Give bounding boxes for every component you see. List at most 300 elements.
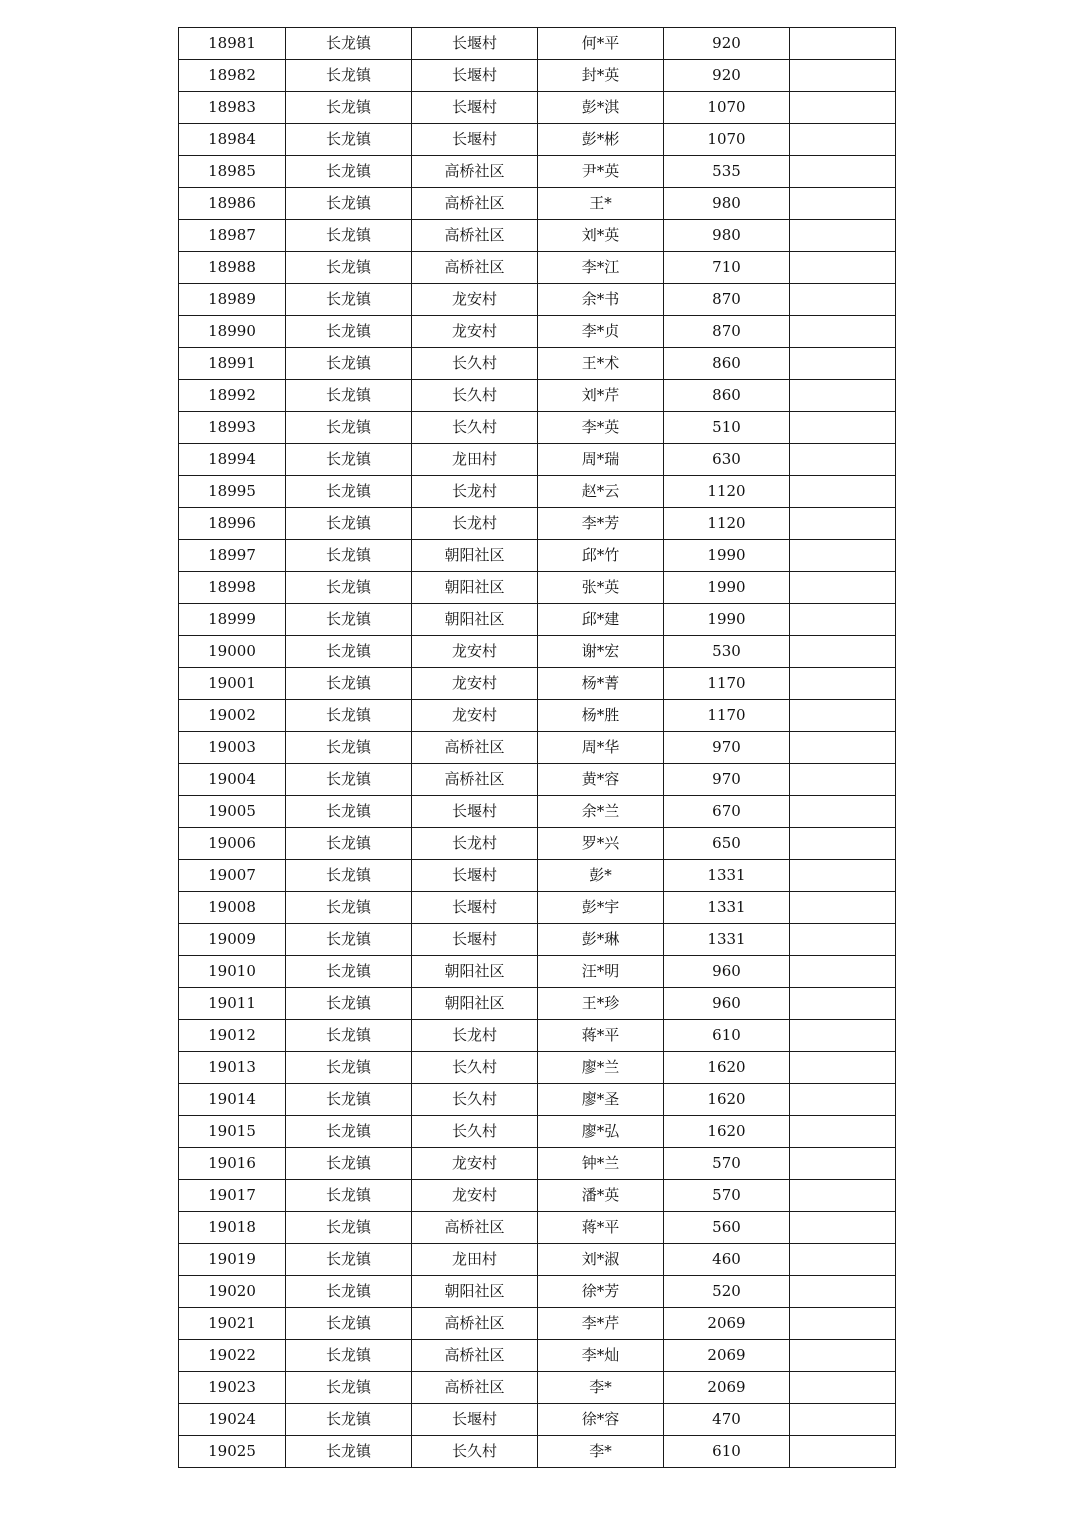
table-row — [179, 1340, 896, 1372]
cell-town: 长龙镇 — [286, 540, 412, 572]
cell-seq: 19021 — [179, 1308, 286, 1340]
cell-note — [790, 796, 896, 828]
cell-town: 长龙镇 — [286, 1372, 412, 1404]
cell-amount: 2069 — [664, 1308, 790, 1340]
cell-note — [790, 1308, 896, 1340]
cell-seq: 18994 — [179, 444, 286, 476]
cell-note — [790, 700, 896, 732]
cell-village: 高桥社区 — [412, 220, 538, 252]
table-row — [179, 1148, 896, 1180]
cell-amount: 1170 — [664, 668, 790, 700]
cell-name: 廖*弘 — [538, 1116, 664, 1148]
table-row — [179, 348, 896, 380]
cell-village: 长堰村 — [412, 796, 538, 828]
cell-seq: 18986 — [179, 188, 286, 220]
cell-name: 钟*兰 — [538, 1148, 664, 1180]
cell-village: 龙田村 — [412, 444, 538, 476]
cell-amount: 570 — [664, 1180, 790, 1212]
cell-town: 长龙镇 — [286, 636, 412, 668]
cell-name: 汪*明 — [538, 956, 664, 988]
cell-seq: 18990 — [179, 316, 286, 348]
cell-town: 长龙镇 — [286, 316, 412, 348]
cell-note — [790, 60, 896, 92]
cell-seq: 19007 — [179, 860, 286, 892]
cell-amount: 860 — [664, 380, 790, 412]
table-row — [179, 764, 896, 796]
cell-seq: 19012 — [179, 1020, 286, 1052]
table-row — [179, 668, 896, 700]
cell-town: 长龙镇 — [286, 1116, 412, 1148]
cell-name: 潘*英 — [538, 1180, 664, 1212]
cell-amount: 1070 — [664, 92, 790, 124]
cell-seq: 19013 — [179, 1052, 286, 1084]
cell-amount: 1620 — [664, 1084, 790, 1116]
cell-amount: 860 — [664, 348, 790, 380]
cell-town: 长龙镇 — [286, 1276, 412, 1308]
cell-note — [790, 220, 896, 252]
cell-name: 彭* — [538, 860, 664, 892]
cell-seq: 18985 — [179, 156, 286, 188]
cell-village: 高桥社区 — [412, 188, 538, 220]
cell-name: 王* — [538, 188, 664, 220]
cell-amount: 1990 — [664, 540, 790, 572]
cell-amount: 610 — [664, 1020, 790, 1052]
table-row — [179, 284, 896, 316]
table-row — [179, 1052, 896, 1084]
cell-note — [790, 1052, 896, 1084]
cell-amount: 970 — [664, 764, 790, 796]
cell-town: 长龙镇 — [286, 1436, 412, 1468]
cell-seq: 19010 — [179, 956, 286, 988]
cell-amount: 870 — [664, 284, 790, 316]
cell-seq: 19000 — [179, 636, 286, 668]
cell-amount: 610 — [664, 1436, 790, 1468]
cell-village: 龙安村 — [412, 1148, 538, 1180]
cell-village: 高桥社区 — [412, 764, 538, 796]
cell-amount: 980 — [664, 220, 790, 252]
cell-seq: 19005 — [179, 796, 286, 828]
cell-village: 高桥社区 — [412, 1372, 538, 1404]
cell-name: 彭*彬 — [538, 124, 664, 156]
cell-town: 长龙镇 — [286, 1020, 412, 1052]
cell-village: 龙田村 — [412, 1244, 538, 1276]
cell-note — [790, 988, 896, 1020]
cell-note — [790, 28, 896, 60]
cell-village: 长堰村 — [412, 124, 538, 156]
cell-town: 长龙镇 — [286, 124, 412, 156]
cell-village: 长久村 — [412, 380, 538, 412]
cell-town: 长龙镇 — [286, 1148, 412, 1180]
cell-seq: 18995 — [179, 476, 286, 508]
cell-note — [790, 668, 896, 700]
cell-name: 李*灿 — [538, 1340, 664, 1372]
cell-seq: 19019 — [179, 1244, 286, 1276]
cell-name: 李* — [538, 1372, 664, 1404]
cell-seq: 18984 — [179, 124, 286, 156]
cell-amount: 530 — [664, 636, 790, 668]
cell-note — [790, 1436, 896, 1468]
table-row — [179, 1276, 896, 1308]
cell-village: 高桥社区 — [412, 156, 538, 188]
table-row — [179, 124, 896, 156]
cell-town: 长龙镇 — [286, 28, 412, 60]
table-row — [179, 828, 896, 860]
cell-note — [790, 316, 896, 348]
cell-seq: 18999 — [179, 604, 286, 636]
table-row — [179, 220, 896, 252]
cell-town: 长龙镇 — [286, 1180, 412, 1212]
cell-town: 长龙镇 — [286, 1084, 412, 1116]
cell-village: 长堰村 — [412, 860, 538, 892]
table-row — [179, 1308, 896, 1340]
cell-note — [790, 732, 896, 764]
cell-note — [790, 380, 896, 412]
table-row — [179, 796, 896, 828]
cell-name: 张*英 — [538, 572, 664, 604]
cell-seq: 19025 — [179, 1436, 286, 1468]
cell-amount: 570 — [664, 1148, 790, 1180]
table-row — [179, 924, 896, 956]
cell-note — [790, 1340, 896, 1372]
cell-name: 李*芹 — [538, 1308, 664, 1340]
cell-village: 长堰村 — [412, 924, 538, 956]
cell-seq: 18987 — [179, 220, 286, 252]
cell-note — [790, 1020, 896, 1052]
table-row — [179, 1372, 896, 1404]
cell-town: 长龙镇 — [286, 284, 412, 316]
cell-name: 邱*竹 — [538, 540, 664, 572]
cell-name: 李*贞 — [538, 316, 664, 348]
cell-seq: 19011 — [179, 988, 286, 1020]
cell-seq: 19015 — [179, 1116, 286, 1148]
cell-name: 赵*云 — [538, 476, 664, 508]
table-row — [179, 860, 896, 892]
cell-seq: 18981 — [179, 28, 286, 60]
cell-amount: 1070 — [664, 124, 790, 156]
cell-note — [790, 764, 896, 796]
cell-village: 长堰村 — [412, 892, 538, 924]
cell-village: 朝阳社区 — [412, 956, 538, 988]
cell-note — [790, 1244, 896, 1276]
register-table-body — [179, 28, 896, 1468]
table-row — [179, 28, 896, 60]
cell-village: 长龙村 — [412, 828, 538, 860]
table-row — [179, 572, 896, 604]
cell-note — [790, 92, 896, 124]
cell-note — [790, 1212, 896, 1244]
cell-note — [790, 572, 896, 604]
cell-amount: 1990 — [664, 604, 790, 636]
cell-seq: 18996 — [179, 508, 286, 540]
cell-note — [790, 1084, 896, 1116]
cell-village: 龙安村 — [412, 316, 538, 348]
cell-note — [790, 540, 896, 572]
cell-amount: 1620 — [664, 1052, 790, 1084]
table-row — [179, 252, 896, 284]
cell-amount: 960 — [664, 988, 790, 1020]
table-row — [179, 1116, 896, 1148]
cell-amount: 920 — [664, 60, 790, 92]
cell-village: 长堰村 — [412, 28, 538, 60]
cell-note — [790, 828, 896, 860]
cell-note — [790, 508, 896, 540]
cell-village: 长久村 — [412, 348, 538, 380]
cell-village: 高桥社区 — [412, 252, 538, 284]
cell-village: 朝阳社区 — [412, 540, 538, 572]
table-row — [179, 1436, 896, 1468]
cell-seq: 19004 — [179, 764, 286, 796]
cell-amount: 520 — [664, 1276, 790, 1308]
cell-village: 长久村 — [412, 412, 538, 444]
cell-village: 长堰村 — [412, 1404, 538, 1436]
cell-village: 龙安村 — [412, 700, 538, 732]
cell-name: 李*芳 — [538, 508, 664, 540]
table-row — [179, 1020, 896, 1052]
table-row — [179, 732, 896, 764]
cell-amount: 870 — [664, 316, 790, 348]
cell-amount: 980 — [664, 188, 790, 220]
cell-town: 长龙镇 — [286, 924, 412, 956]
table-row — [179, 892, 896, 924]
cell-amount: 1170 — [664, 700, 790, 732]
cell-village: 长久村 — [412, 1052, 538, 1084]
table-row — [179, 700, 896, 732]
cell-amount: 920 — [664, 28, 790, 60]
table-row — [179, 476, 896, 508]
cell-seq: 19016 — [179, 1148, 286, 1180]
cell-amount: 1331 — [664, 924, 790, 956]
cell-seq: 18989 — [179, 284, 286, 316]
cell-seq: 19023 — [179, 1372, 286, 1404]
cell-village: 朝阳社区 — [412, 572, 538, 604]
cell-note — [790, 444, 896, 476]
cell-seq: 18983 — [179, 92, 286, 124]
cell-seq: 18992 — [179, 380, 286, 412]
cell-amount: 1331 — [664, 892, 790, 924]
cell-town: 长龙镇 — [286, 252, 412, 284]
cell-note — [790, 956, 896, 988]
table-row — [179, 508, 896, 540]
cell-note — [790, 188, 896, 220]
cell-note — [790, 1276, 896, 1308]
cell-village: 朝阳社区 — [412, 988, 538, 1020]
cell-name: 廖*圣 — [538, 1084, 664, 1116]
cell-town: 长龙镇 — [286, 220, 412, 252]
cell-amount: 1990 — [664, 572, 790, 604]
cell-amount: 650 — [664, 828, 790, 860]
cell-name: 周*华 — [538, 732, 664, 764]
table-row — [179, 1244, 896, 1276]
cell-amount: 630 — [664, 444, 790, 476]
cell-name: 尹*英 — [538, 156, 664, 188]
table-row — [179, 1404, 896, 1436]
cell-name: 蒋*平 — [538, 1212, 664, 1244]
cell-village: 朝阳社区 — [412, 604, 538, 636]
cell-amount: 535 — [664, 156, 790, 188]
cell-name: 周*瑞 — [538, 444, 664, 476]
cell-name: 徐*容 — [538, 1404, 664, 1436]
cell-name: 彭*淇 — [538, 92, 664, 124]
cell-name: 徐*芳 — [538, 1276, 664, 1308]
cell-town: 长龙镇 — [286, 860, 412, 892]
cell-town: 长龙镇 — [286, 188, 412, 220]
cell-village: 朝阳社区 — [412, 1276, 538, 1308]
cell-village: 长堰村 — [412, 92, 538, 124]
cell-village: 长久村 — [412, 1116, 538, 1148]
cell-seq: 19024 — [179, 1404, 286, 1436]
cell-amount: 1620 — [664, 1116, 790, 1148]
table-row — [179, 1180, 896, 1212]
cell-town: 长龙镇 — [286, 764, 412, 796]
cell-amount: 2069 — [664, 1372, 790, 1404]
cell-amount: 2069 — [664, 1340, 790, 1372]
cell-town: 长龙镇 — [286, 1308, 412, 1340]
cell-village: 长堰村 — [412, 60, 538, 92]
cell-name: 罗*兴 — [538, 828, 664, 860]
cell-note — [790, 156, 896, 188]
cell-note — [790, 636, 896, 668]
cell-seq: 19009 — [179, 924, 286, 956]
table-row — [179, 1084, 896, 1116]
table-row — [179, 636, 896, 668]
table-row — [179, 92, 896, 124]
cell-village: 龙安村 — [412, 284, 538, 316]
cell-seq: 19002 — [179, 700, 286, 732]
cell-name: 李*英 — [538, 412, 664, 444]
table-row — [179, 156, 896, 188]
cell-village: 高桥社区 — [412, 1212, 538, 1244]
cell-note — [790, 924, 896, 956]
cell-amount: 470 — [664, 1404, 790, 1436]
cell-town: 长龙镇 — [286, 92, 412, 124]
cell-note — [790, 1372, 896, 1404]
cell-town: 长龙镇 — [286, 412, 412, 444]
cell-amount: 1120 — [664, 476, 790, 508]
cell-town: 长龙镇 — [286, 796, 412, 828]
cell-name: 杨*胜 — [538, 700, 664, 732]
cell-seq: 18998 — [179, 572, 286, 604]
cell-town: 长龙镇 — [286, 380, 412, 412]
cell-town: 长龙镇 — [286, 156, 412, 188]
cell-name: 封*英 — [538, 60, 664, 92]
cell-amount: 1331 — [664, 860, 790, 892]
cell-village: 龙安村 — [412, 668, 538, 700]
cell-village: 长龙村 — [412, 476, 538, 508]
table-row — [179, 540, 896, 572]
cell-note — [790, 604, 896, 636]
cell-town: 长龙镇 — [286, 348, 412, 380]
cell-town: 长龙镇 — [286, 604, 412, 636]
cell-town: 长龙镇 — [286, 60, 412, 92]
cell-name: 余*书 — [538, 284, 664, 316]
cell-village: 高桥社区 — [412, 1340, 538, 1372]
cell-name: 余*兰 — [538, 796, 664, 828]
cell-village: 龙安村 — [412, 1180, 538, 1212]
cell-note — [790, 124, 896, 156]
table-row — [179, 316, 896, 348]
cell-seq: 19017 — [179, 1180, 286, 1212]
cell-name: 王*术 — [538, 348, 664, 380]
cell-note — [790, 284, 896, 316]
cell-village: 长龙村 — [412, 508, 538, 540]
cell-note — [790, 1404, 896, 1436]
cell-town: 长龙镇 — [286, 572, 412, 604]
cell-amount: 960 — [664, 956, 790, 988]
cell-seq: 19006 — [179, 828, 286, 860]
table-row — [179, 604, 896, 636]
cell-town: 长龙镇 — [286, 700, 412, 732]
cell-amount: 460 — [664, 1244, 790, 1276]
cell-village: 高桥社区 — [412, 732, 538, 764]
cell-seq: 19018 — [179, 1212, 286, 1244]
cell-seq: 19008 — [179, 892, 286, 924]
cell-name: 李*江 — [538, 252, 664, 284]
cell-name: 何*平 — [538, 28, 664, 60]
cell-name: 刘*淑 — [538, 1244, 664, 1276]
table-row — [179, 444, 896, 476]
register-table — [178, 27, 896, 1468]
cell-seq: 19003 — [179, 732, 286, 764]
cell-village: 长久村 — [412, 1084, 538, 1116]
cell-town: 长龙镇 — [286, 956, 412, 988]
cell-amount: 1120 — [664, 508, 790, 540]
cell-seq: 18991 — [179, 348, 286, 380]
cell-town: 长龙镇 — [286, 668, 412, 700]
cell-name: 彭*宇 — [538, 892, 664, 924]
cell-name: 谢*宏 — [538, 636, 664, 668]
cell-town: 长龙镇 — [286, 892, 412, 924]
cell-seq: 18997 — [179, 540, 286, 572]
table-row — [179, 380, 896, 412]
cell-town: 长龙镇 — [286, 508, 412, 540]
cell-town: 长龙镇 — [286, 1404, 412, 1436]
cell-town: 长龙镇 — [286, 444, 412, 476]
cell-note — [790, 252, 896, 284]
cell-town: 长龙镇 — [286, 732, 412, 764]
cell-note — [790, 348, 896, 380]
cell-seq: 19001 — [179, 668, 286, 700]
cell-seq: 19022 — [179, 1340, 286, 1372]
table-row — [179, 60, 896, 92]
cell-name: 王*珍 — [538, 988, 664, 1020]
table-row — [179, 956, 896, 988]
table-row — [179, 412, 896, 444]
table-row — [179, 188, 896, 220]
cell-village: 龙安村 — [412, 636, 538, 668]
cell-town: 长龙镇 — [286, 476, 412, 508]
cell-name: 彭*琳 — [538, 924, 664, 956]
cell-village: 高桥社区 — [412, 1308, 538, 1340]
table-row — [179, 988, 896, 1020]
cell-name: 刘*英 — [538, 220, 664, 252]
cell-note — [790, 1116, 896, 1148]
cell-town: 长龙镇 — [286, 1052, 412, 1084]
cell-seq: 18988 — [179, 252, 286, 284]
cell-amount: 560 — [664, 1212, 790, 1244]
cell-town: 长龙镇 — [286, 988, 412, 1020]
cell-town: 长龙镇 — [286, 1244, 412, 1276]
table-row — [179, 1212, 896, 1244]
cell-name: 黄*容 — [538, 764, 664, 796]
cell-name: 邱*建 — [538, 604, 664, 636]
cell-town: 长龙镇 — [286, 1212, 412, 1244]
cell-amount: 970 — [664, 732, 790, 764]
cell-note — [790, 1180, 896, 1212]
cell-village: 长久村 — [412, 1436, 538, 1468]
register-sheet — [178, 27, 895, 1468]
cell-seq: 18982 — [179, 60, 286, 92]
cell-note — [790, 1148, 896, 1180]
